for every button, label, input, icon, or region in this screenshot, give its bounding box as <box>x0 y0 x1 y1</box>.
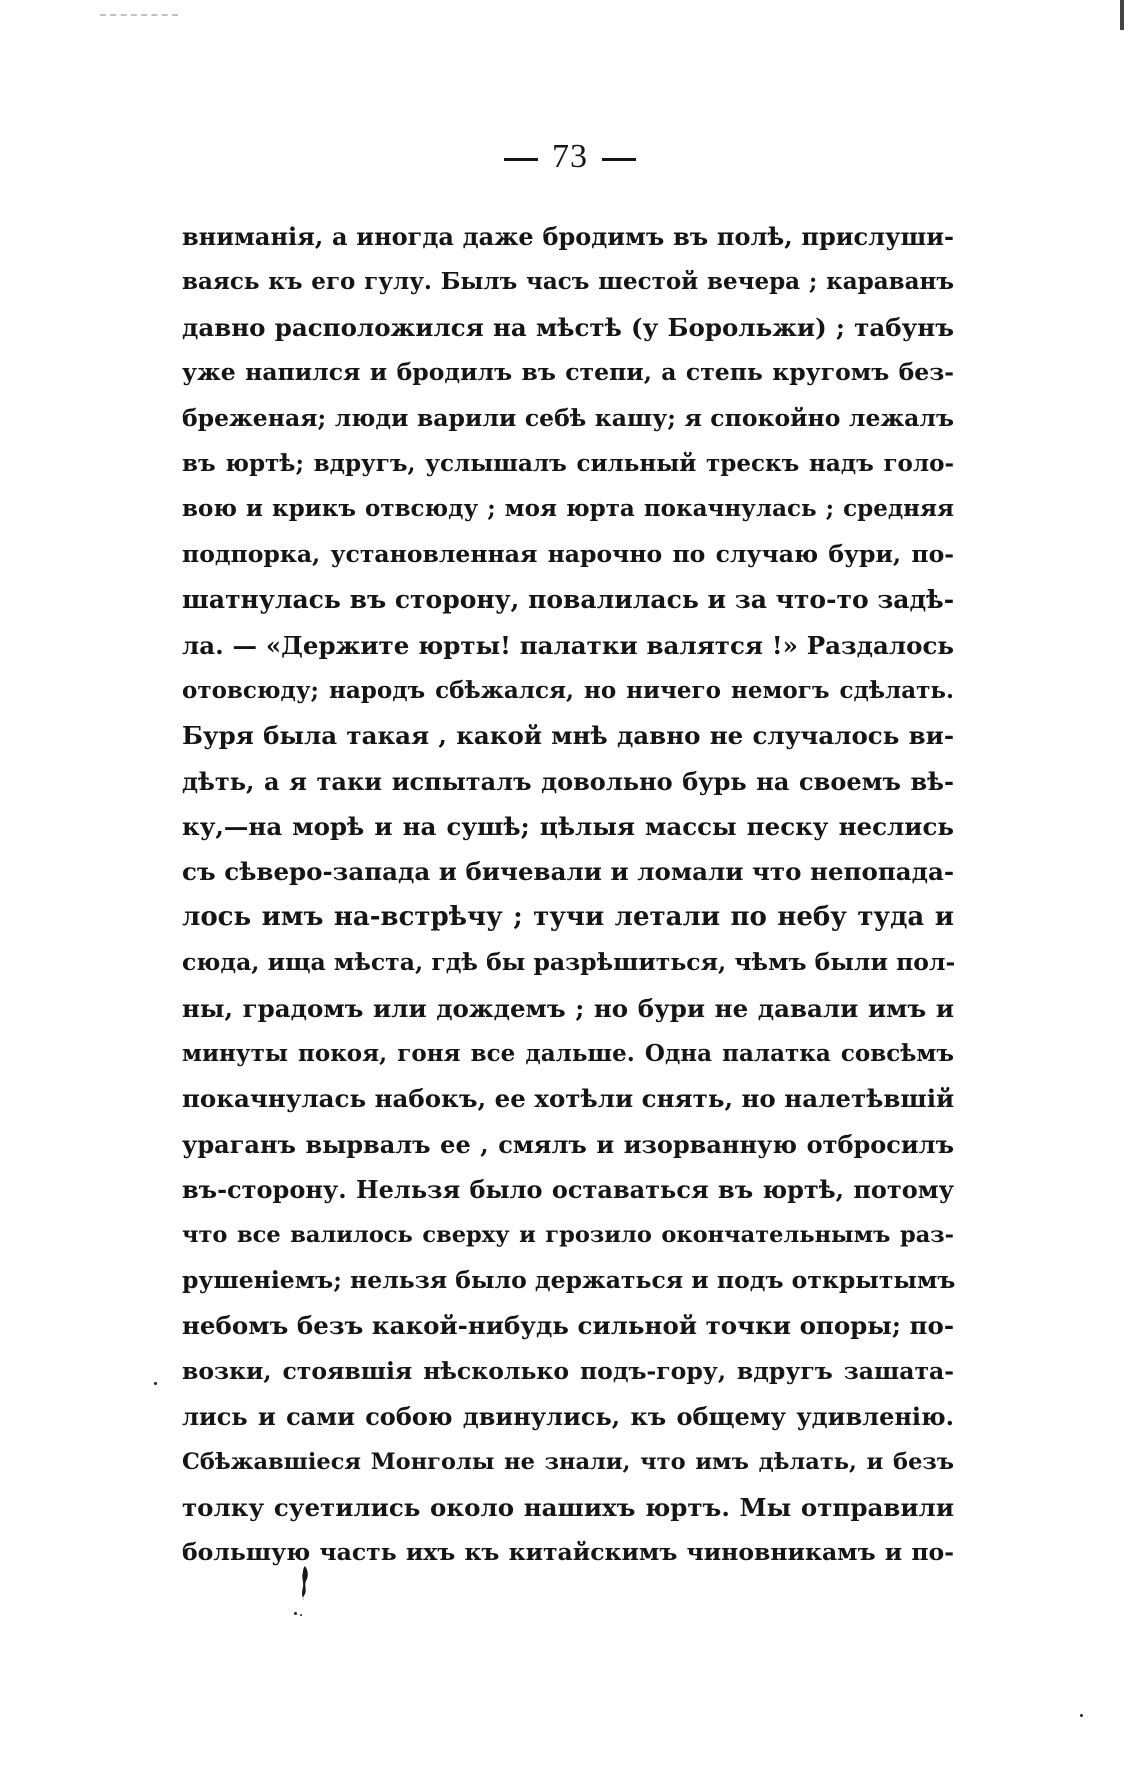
text-line: ла. — «Держите юрты! палатки валятся !» Раздалось <box>182 630 954 660</box>
text-line: Сбѣжавшіеся Монголы не знали, что имъ дѣлать, и безъ <box>182 1448 954 1475</box>
page-number-value: 73 <box>552 138 588 175</box>
text-line: бреженая; люди варили себѣ кашу; я спокойно лежалъ <box>182 403 954 432</box>
text-line: давно расположился на мѣстѣ (у Борольжи) ; табунъ <box>182 312 954 342</box>
text-line: вою и крикъ отвсюду ; моя юрта покачнулась ; средняя <box>182 495 954 523</box>
text-line: лось имъ на-встрѣчу ; тучи летали по небу туда и <box>182 901 954 932</box>
text-line: ны, градомъ или дождемъ ; но бури не давали имъ и <box>182 993 954 1023</box>
text-line: сюда, ища мѣста, гдѣ бы разрѣшиться, чѣмъ были пол- <box>182 948 956 977</box>
ink-speck <box>294 1612 297 1615</box>
page-number <box>0 138 1140 176</box>
text-line: подпорка, установленная нарочно по случаю бури, по- <box>182 539 954 568</box>
ink-blot-mark <box>300 1566 310 1600</box>
text-line: шатнулась въ сторону, повалилась и за что-то задѣ- <box>182 585 955 615</box>
text-line: уже напился и бродилъ въ степи, а степь кругомъ без- <box>182 358 954 387</box>
ink-speck <box>1080 1714 1083 1717</box>
text-line: Буря была такая , какой мнѣ давно не случалось ви- <box>182 721 954 751</box>
page-number-dash-left <box>504 158 538 161</box>
text-line: дѣть, а я таки испыталъ довольно бурь на своемъ вѣ- <box>182 766 954 796</box>
text-line: большую часть ихъ къ китайскимъ чиновникамъ и по- <box>182 1538 954 1567</box>
text-line: лись и сами собою двинулись, къ общему удивленію. <box>182 1402 954 1432</box>
page-number-dash-right <box>602 158 636 161</box>
text-line: въ-сторону. Нельзя было оставаться въ юртѣ, потому <box>182 1175 954 1205</box>
page-edge-mark <box>1120 0 1124 30</box>
text-line: что все валилось сверху и грозило окончательнымъ раз- <box>182 1221 954 1248</box>
text-line: возки, стоявшія нѣсколько подъ-гору, вдругъ зашата- <box>182 1356 954 1385</box>
text-line: ураганъ вырвалъ ее , смялъ и изорванную отбросилъ <box>182 1129 954 1159</box>
text-line: ваясь къ его гулу. Былъ часъ шестой вечера ; караванъ <box>182 268 954 296</box>
text-line: небомъ безъ какой-нибудь сильной точки опоры; по- <box>182 1311 954 1341</box>
text-line: рушеніемъ; нельзя было держаться и подъ открытымъ <box>182 1265 956 1294</box>
text-line: въ юртѣ; вдругъ, услышалъ сильный трескъ надъ голо- <box>182 449 954 477</box>
top-edge-rule <box>100 14 178 16</box>
ink-speck <box>154 1382 157 1385</box>
ink-speck <box>300 1614 302 1616</box>
text-line: ку,—на морѣ и на сушѣ; цѣлыя массы песку неслись <box>182 812 954 842</box>
text-line: толку суетились около нашихъ юртъ. Мы отправили <box>182 1492 954 1522</box>
text-line: съ сѣверо-запада и бичевали и ломали что непопада- <box>182 857 954 887</box>
text-line: вниманія, а иногда даже бродимъ въ полѣ, прислуши- <box>182 222 954 251</box>
text-line: минуты покоя, гоня все дальше. Одна палатка совсѣмъ <box>182 1040 954 1068</box>
text-line: покачнулась набокъ, ее хотѣли снять, но налетѣвшій <box>182 1084 955 1114</box>
body-text <box>182 214 954 1576</box>
text-line: отовсюду; народъ сбѣжался, но ничего немогъ сдѣлать. <box>182 676 954 704</box>
